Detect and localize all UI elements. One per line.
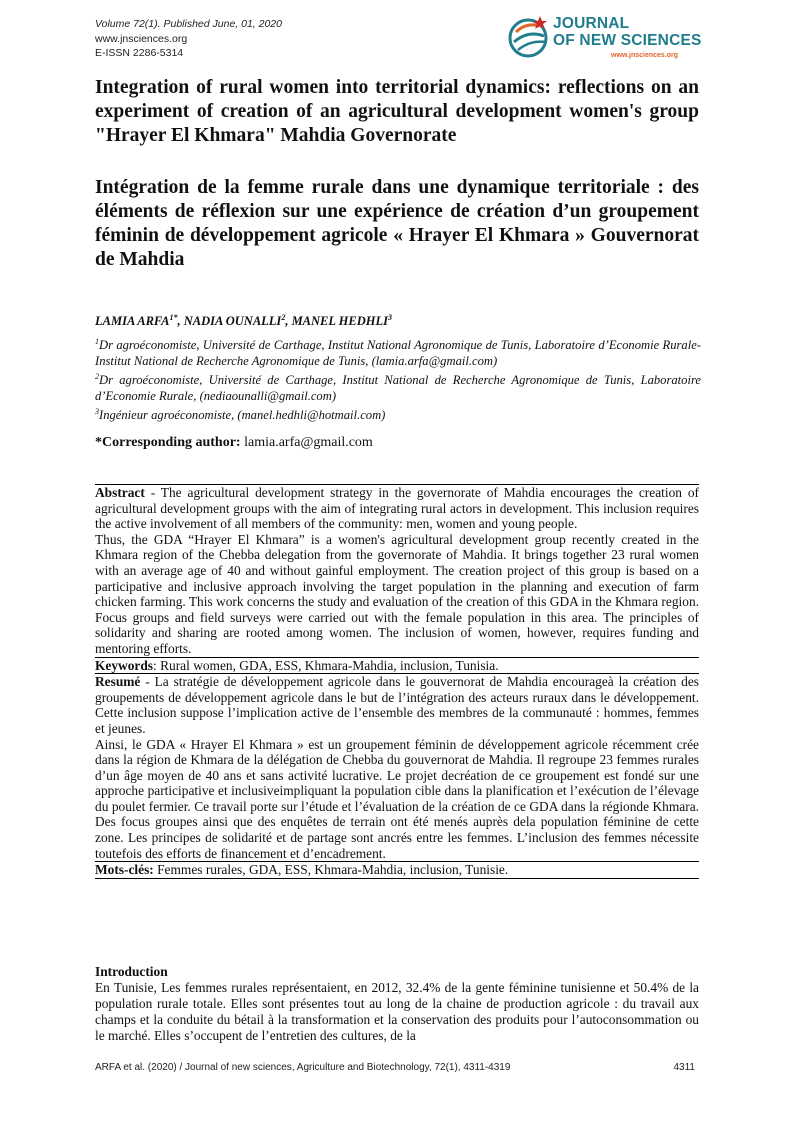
title-english: Integration of rural women into territorial dynamics: reflections on an experiment of creation of an agricultural development women's group "Hrayer El Khmara" Mahdia Governorate — [95, 77, 699, 146]
corresponding-author — [95, 435, 373, 451]
corresponding-email[interactable]: lamia.arfa@gmail.com — [244, 435, 373, 450]
introduction-text: En Tunisie, Les femmes rurales représentaient, en 2012, 32.4% de la gente féminine tunisienne et 50.4% de la population rurale totale. Elles sont présentes tout au long de la chaine de production agricole : du travail aux champs et la conduite du bétail à la transformation et la conservation des produits pour l’autoconsommation ou le marché. Elles s’occupent de l’entretien des cultures, de la — [95, 980, 699, 1043]
motscles-text: Femmes rurales, GDA, ESS, Khmara-Mahdia, inclusion, Tunisie. — [153, 862, 509, 878]
affiliation-text: Dr agroéconomiste, Université de Carthage, Institut National de Recherche Agronomique de Tunis, Laboratoire d’Economie Rurale, (nediaounalli@gmail.com) — [95, 373, 701, 404]
globe-logo-icon — [506, 12, 554, 60]
footer-citation: ARFA et al. (2020) / Journal of new sciences, Agriculture and Biotechnology, 72(1), 4311-4319 — [95, 1062, 511, 1073]
journal-logo — [506, 12, 702, 66]
abstract-paragraph-2: Thus, the GDA “Hrayer El Khmara” is a women's agricultural development group recently created in the Khmara region of the Chebba delegation from the governorate of Mahdia. It brings together 23 rural women with an average age of 40 and without gainful employment. The creation project of this group is based on a participative and inclusive approach involving the target population in the planning and execution of farm chicken farming. This work concerns the study and evaluation of the creation of this GDA in the Khmara region. Focus groups and field surveys were carried out with the female population in this area. The principles of solidarity and sharing are rooted among women. The inclusion of women, however, requires funding and mentoring efforts. — [95, 531, 699, 656]
introduction-section — [95, 964, 699, 1044]
author-sup: 2 — [281, 313, 286, 322]
corresponding-label: *Corresponding author: — [95, 435, 241, 450]
affiliation-item — [95, 369, 701, 404]
volume-line: Volume 72(1). Published June, 01, 2020 — [95, 18, 282, 30]
resume-box — [95, 674, 699, 862]
author-sup: 1* — [169, 313, 178, 322]
affiliation-text: Dr agroéconomiste, Université de Carthage, Institut National Agronomique de Tunis, Laboratoire d’Economie Rurale- Institut National de Recherche Agronomique de Tunis, (lamia.arfa@gmail.com) — [95, 338, 701, 369]
author-name: MANEL HEDHLI — [291, 314, 388, 329]
affiliation-sup: 3 — [95, 407, 99, 417]
motscles-label: Mots-clés: — [95, 862, 154, 878]
website-line: www.jnsciences.org — [95, 32, 188, 45]
keywords-line — [95, 658, 699, 675]
abstract-section — [95, 484, 699, 879]
logo-line-2: OF NEW SCIENCES — [553, 32, 702, 49]
logo-line-1: JOURNAL — [553, 15, 630, 32]
keywords-text: : Rural women, GDA, ESS, Khmara-Mahdia, inclusion, Tunisia. — [153, 657, 499, 673]
abstract-text-1: - The agricultural development strategy in the governorate of Mahdia encourages the creation of agricultural development groups with the aim of integrating rural actors in development. This inclusion requires the active involvement of all members of the community: men, women and young people. — [95, 485, 699, 532]
affiliation-sup: 2 — [95, 372, 99, 382]
title-french: Intégration de la femme rurale dans une dynamique territoriale : des éléments de réflexion sur une expérience de création d’un groupement féminin de développement agricole « Hrayer El Khmara » Gouvernorat de Mahdia — [95, 177, 699, 270]
abstract-paragraph-1 — [95, 485, 699, 532]
issn-line: E-ISSN 2286-5314 — [95, 47, 184, 59]
logo-url: www.jnsciences.org — [611, 52, 679, 59]
resume-paragraph-1 — [95, 674, 699, 736]
keywords-label: Keywords — [95, 657, 154, 673]
affiliations — [95, 334, 701, 424]
page-number: 4311 — [673, 1062, 695, 1073]
abstract-label: Abstract — [95, 485, 145, 500]
abstract-box — [95, 484, 699, 658]
author-name: NADIA OUNALLI — [183, 314, 282, 329]
affiliation-text: Ingénieur agroéconomiste, (manel.hedhli@hotmail.com) — [99, 408, 386, 423]
affiliation-sup: 1 — [95, 337, 99, 346]
author-list: LAMIA $ARFA^{1*}$, NADIA OUNALLI$^2$, MANEL HEDHLI$^3$ — [95, 313, 392, 329]
resume-label: Resumé — [95, 674, 141, 690]
author-name: LAMIA ARFA — [95, 314, 170, 329]
journal-header — [95, 17, 282, 61]
introduction-heading: Introduction — [95, 964, 168, 979]
motscles-line — [95, 862, 699, 879]
page-footer — [95, 1062, 699, 1073]
author-sup: 3 — [388, 313, 392, 322]
affiliation-item — [95, 334, 701, 369]
affiliation-item — [95, 404, 701, 423]
resume-paragraph-2: Ainsi, le GDA « Hrayer El Khmara » est un groupement féminin de développement agricole récemment crée dans la région de Khmara de la délégation de Chebba du gouvernorat de Mahdia. Il regroupe 23 femmes rurales d’un âge moyen de 40 ans et sans activité lucrative. Le projet decréation de ce groupement est fondé sur une approche participative et inclusiveimpliquant la population cible dans la planification et l’exécution de l’élevage du poulet fermier. Ce travail porte sur l’étude et l’évaluation de la création de ce GDA dans la régionde Khmara. Des focus groupes ainsi que des enquêtes de terrain ont été menés auprès dela population féminine de cette zone. Les principes de solidarité et de partage sont ancrés entre les femmes. L’inclusion des femmes nécessite toutefois des efforts de financement et d’encadrement. — [95, 736, 699, 861]
resume-text-1: - La stratégie de développement agricole dans le gouvernorat de Mahdia encourageà la création des groupements de développement agricole dans le but de l’intégration des acteurs ruraux dans le développement. Cette inclusion suppose l’implication active de l’ensemble des membres de la communauté : hommes, femmes et jeunes. — [95, 674, 699, 736]
